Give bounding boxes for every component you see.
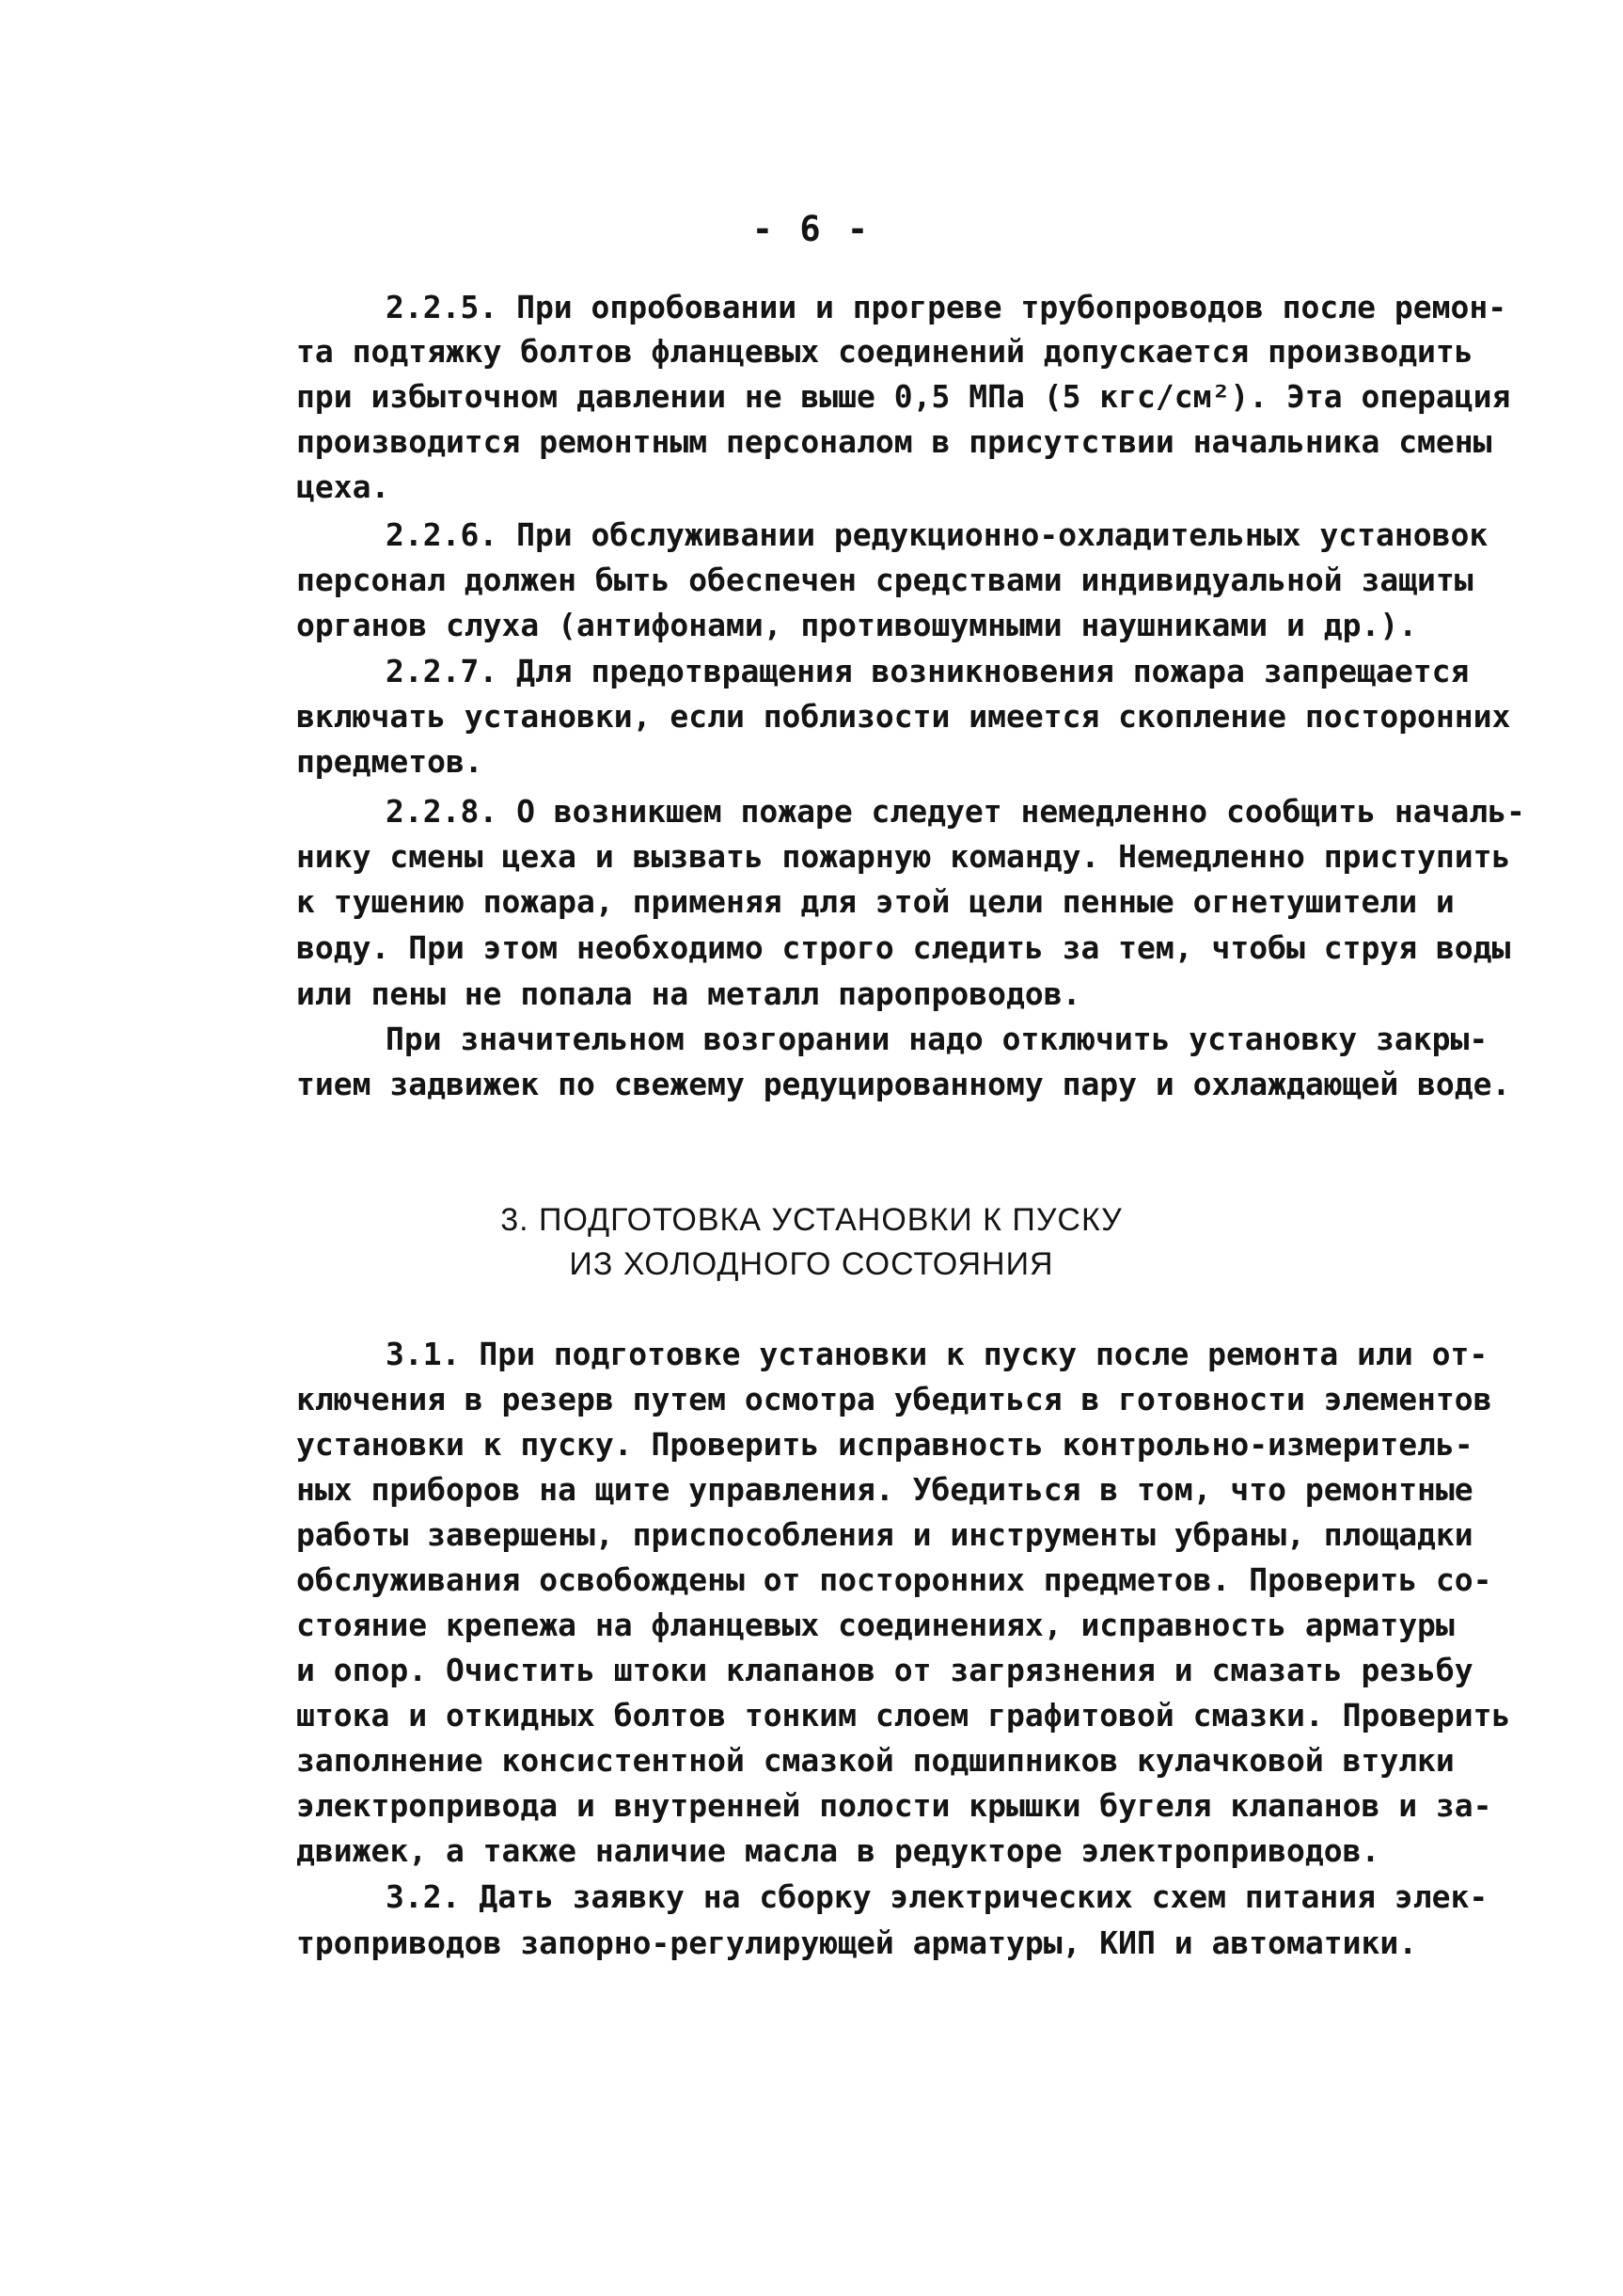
text-line: производится ремонтным персоналом в присутствии начальника смены — [296, 423, 1492, 460]
text-line: обслуживания освобождены от посторонних предметов. Проверить со- — [296, 1561, 1492, 1598]
text-line: электропривода и внутренней полости крышки бугеля клапанов и за- — [296, 1787, 1492, 1824]
text-line: к тушению пожара, применяя для этой цели пенные огнетушители и — [296, 883, 1455, 920]
text-line-2-2-5: 2.2.5. При опробовании и прогреве трубопроводов после ремон- — [386, 289, 1507, 325]
text-line: предметов. — [296, 743, 483, 780]
text-line: или пены не попала на металл паропроводов. — [296, 975, 1081, 1012]
text-line: При значительном возгорании надо отключить установку закры- — [386, 1021, 1489, 1057]
text-line: воду. При этом необходимо строго следить за тем, чтобы струя воды — [296, 929, 1511, 966]
section-heading: 3. ПОДГОТОВКА УСТАНОВКИ К ПУСКУ — [500, 1202, 1123, 1238]
text-line: персонал должен быть обеспечен средствами индивидуальной защиты — [296, 562, 1473, 598]
text-line-2-2-7: 2.2.7. Для предотвращения возникновения пожара запрещается — [386, 653, 1470, 689]
text-line: та подтяжку болтов фланцевых соединений допускается производить — [296, 333, 1473, 370]
text-line: и опор. Очистить штоки клапанов от загрязнения и смазать резьбу — [296, 1652, 1473, 1688]
text-line: органов слуха (антифонами, противошумными наушниками и др.). — [296, 607, 1418, 643]
text-line: стояние крепежа на фланцевых соединениях, исправность арматуры — [296, 1607, 1455, 1643]
text-line: при избыточном давлении не выше 0,5 МПа (5 кгс/см²). Эта операция — [296, 378, 1511, 415]
text-line: цеха. — [296, 468, 390, 505]
text-line: включать установки, если поблизости имеется скопление посторонних — [296, 698, 1511, 735]
text-line: штока и откидных болтов тонким слоем графитовой смазки. Проверить — [296, 1697, 1511, 1734]
text-line: ключения в резерв путем осмотра убедиться в готовности элементов — [296, 1381, 1492, 1417]
text-line: заполнение консистентной смазкой подшипников кулачковой втулки — [296, 1742, 1455, 1779]
page-number: - 6 - — [751, 209, 872, 249]
text-line: тием задвижек по свежему редуцированному пару и охлаждающей воде. — [296, 1066, 1511, 1102]
text-line: нику смены цеха и вызвать пожарную команду. Немедленно приступить — [296, 838, 1511, 875]
text-line: установки к пуску. Проверить исправность контрольно-измеритель- — [296, 1426, 1473, 1463]
text-line-3-1: 3.1. При подготовке установки к пуску после ремонта или от- — [386, 1336, 1489, 1372]
text-line-2-2-8: 2.2.8. О возникшем пожаре следует немедленно сообщить началь- — [386, 793, 1525, 830]
text-line: ных приборов на щите управления. Убедиться в том, что ремонтные — [296, 1471, 1473, 1508]
text-line-2-2-6: 2.2.6. При обслуживании редукционно-охладительных установок — [386, 516, 1489, 553]
section-heading-subtitle: ИЗ ХОЛОДНОГО СОСТОЯНИЯ — [569, 1246, 1054, 1282]
text-line: работы завершены, приспособления и инструменты убраны, площадки — [296, 1516, 1473, 1553]
text-line: троприводов запорно-регулирующей арматуры, КИП и автоматики. — [296, 1924, 1418, 1961]
text-line-3-2: 3.2. Дать заявку на сборку электрических схем питания элек- — [386, 1878, 1489, 1915]
text-line: движек, а также наличие масла в редукторе электроприводов. — [296, 1832, 1380, 1869]
